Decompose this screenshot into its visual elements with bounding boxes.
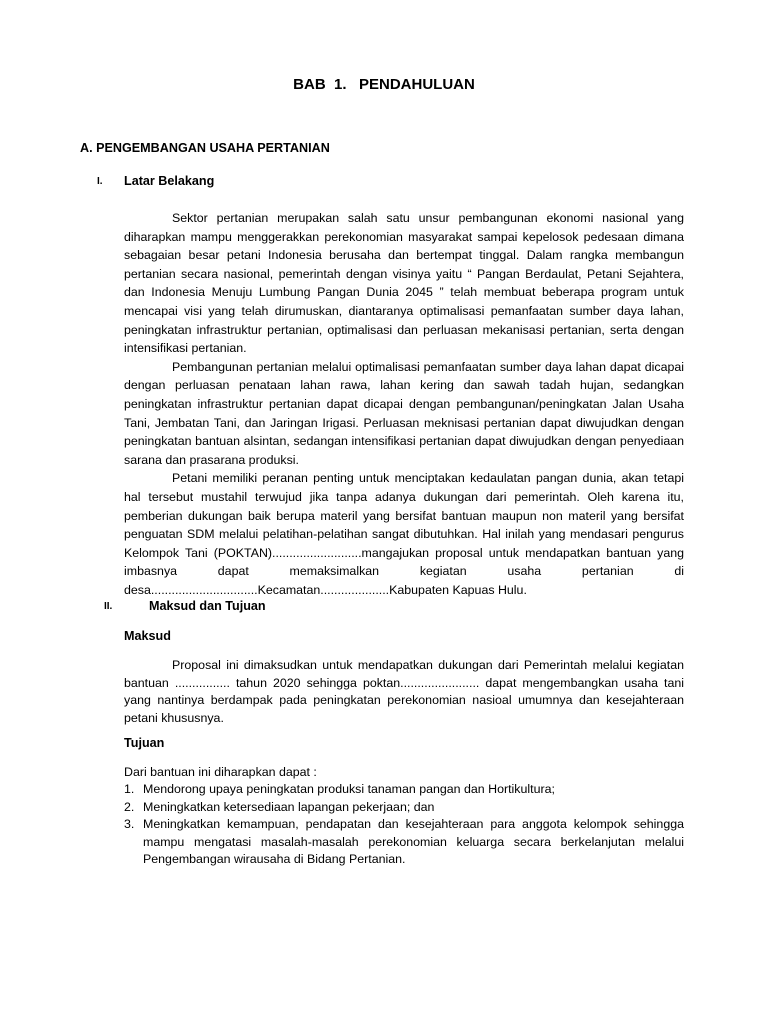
maksud-body <box>124 657 684 727</box>
tujuan-intro: Dari bantuan ini diharapkan dapat : <box>124 765 317 779</box>
page-title: BAB 1. PENDAHULUAN <box>293 76 475 93</box>
sub2-title: Maksud dan Tujuan <box>149 599 266 613</box>
list-item-text: Meningkatkan ketersediaan lapangan pekerjaan; dan <box>143 799 435 814</box>
sub1-number: I. <box>97 176 103 187</box>
latar-paragraph-4: desa...............................Kecamatan....................Kabupaten Kapuas Hulu. <box>124 582 527 597</box>
list-item-text: Meningkatkan kemampuan, pendapatan dan kesejahteraan para anggota kelompok sehingga mampu mengatasi masalah-masalah perekonomian keluarga secara berkelanjutan melalui Pengembangan wirausaha di Bidang Pertanian. <box>143 817 684 867</box>
latar-paragraph-3: Petani memiliki peranan penting untuk menciptakan kedaulatan pangan dunia, akan tetapi hal tersebut mustahil terwujud jika tanpa adanya dukungan dari pemerintah. Oleh karena itu, pemberian dukungan baik berupa materil yang bersifat bantuan maupun non materil yang bersifat penguatan SDM melalui pelatihan-pelatihan sangat dibutuhkan. Hal inilah yang mendasari pengurus Kelompok Tani (POKTAN)..........................mangajukan proposal untuk mendapatkan bantuan yang imbasnya dapat memaksimalkan kegiatan usaha pertanian di <box>124 471 684 579</box>
latar-paragraph-2: Pembangunan pertanian melalui optimalisasi pemanfaatan sumber daya lahan dapat dicapai dengan perluasan penataan lahan rawa, lahan kering dan sawah tadah hujan, sedangkan peningkatan infrastruktur pertanian dapat dicapai dengan pembangunan/peningkatan Jalan Usaha Tani, Jembatan Tani, dan Jaringan Irigasi. Perluasan meknisasi pertanian dapat diwujudkan dengan peningkatan bantuan alsintan, sedangan intensifikasi pertanian dapat diwujudkan dengan penyediaan sarana dan prasarana produksi. <box>124 359 684 467</box>
maksud-paragraph: Proposal ini dimaksudkan untuk mendapatkan dukungan dari Pemerintah melalui kegiatan bantuan ................ tahun 2020 sehingga poktan....................... dapat mengembangkan usaha tani yang nantinya berdampak pada peningkatan perekonomian nasioal umumnya dan kesejahteraan petani khususnya. <box>124 658 684 725</box>
list-item <box>124 816 684 868</box>
latar-belakang-body <box>124 209 684 599</box>
list-item-text: Mendorong upaya peningkatan produksi tanaman pangan dan Hortikultura; <box>143 782 555 797</box>
sub2-number: II. <box>104 601 113 612</box>
list-item-number: 2. <box>124 799 135 814</box>
list-item <box>124 781 684 798</box>
list-item <box>124 799 684 816</box>
sub1-title: Latar Belakang <box>124 174 215 188</box>
section-a-heading: A. PENGEMBANGAN USAHA PERTANIAN <box>80 141 330 155</box>
maksud-heading: Maksud <box>124 629 171 643</box>
list-item-number: 3. <box>124 817 135 832</box>
list-item-number: 1. <box>124 782 135 797</box>
tujuan-list <box>124 764 684 868</box>
latar-paragraph-1: Sektor pertanian merupakan salah satu unsur pembangunan ekonomi nasional yang diharapkan mampu menggerakkan perekonomian masyarakat sampai kepelosok pedesaan dimana sebagaian besar petani Indonesia berusaha dan bertempat tinggal. Dalam rangka membangun pertanian secara nasional, pemerintah dengan visinya yaitu “ Pangan Berdaulat, Petani Sejahtera, dan Indonesia Menuju Lumbung Pangan Dunia 2045 ” telah membuat beberapa program untuk mencapai visi yang telah dirumuskan, diantaranya optimalisasi pemanfaatan sumber daya lahan, peningkatan infrastruktur pertanian, optimalisasi dan perluasan mekanisasi pertanian, serta dengan intensifikasi pertanian. <box>124 211 684 356</box>
tujuan-heading: Tujuan <box>124 736 165 750</box>
